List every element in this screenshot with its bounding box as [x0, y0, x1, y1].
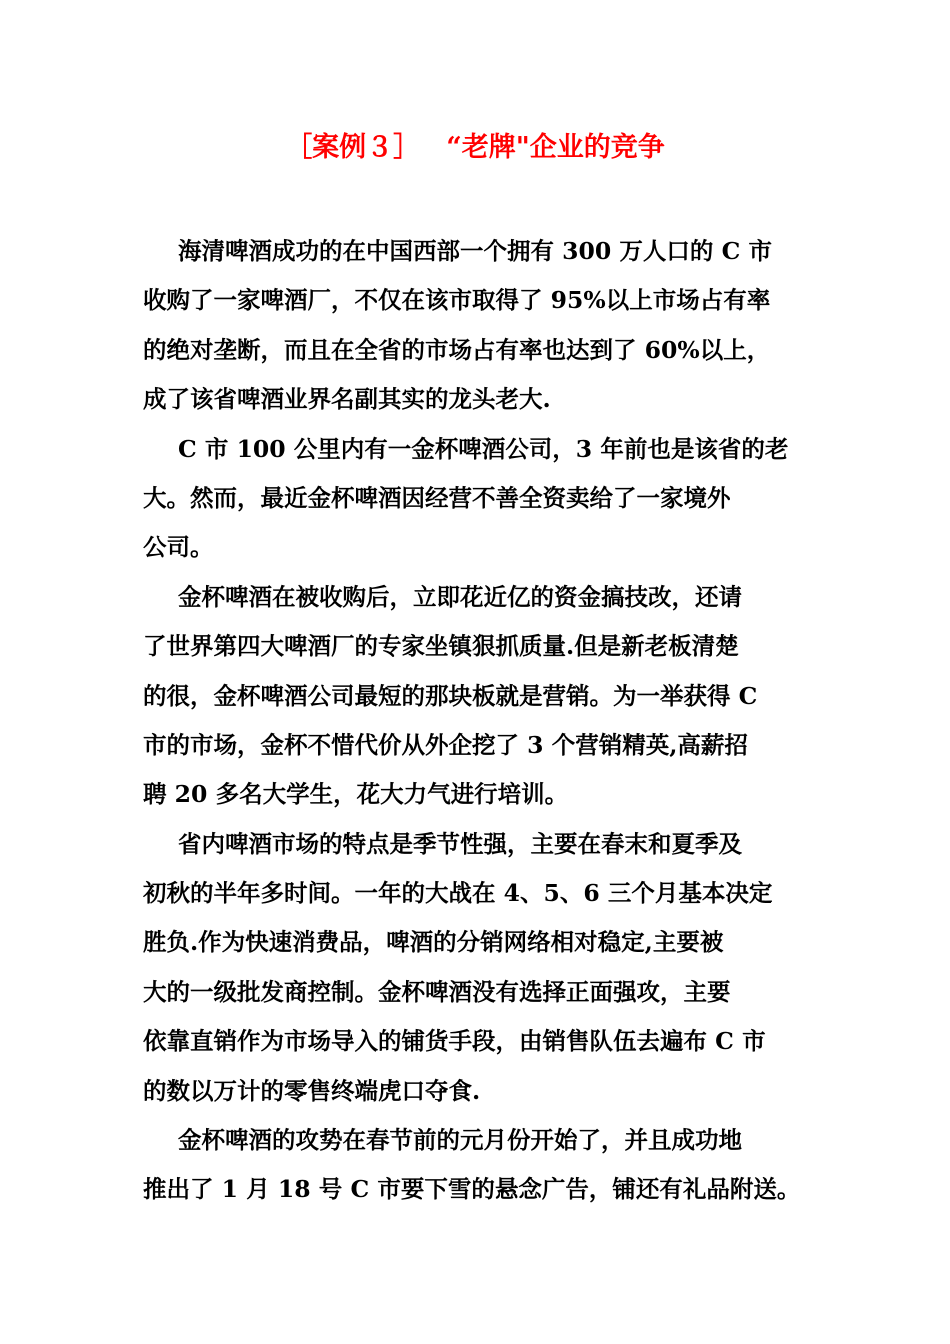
paragraph-line: 公司。 — [143, 533, 214, 562]
paragraph-4 — [143, 820, 815, 1116]
case-body — [143, 227, 815, 1215]
paragraph-line: C 市 100 公里内有一金杯啤酒公司，3 年前也是该省的老 — [178, 434, 789, 463]
paragraph-line: 的绝对垄断，而且在全省的市场占有率也达到了 60%以上， — [143, 335, 771, 364]
paragraph-line: 聘 20 多名大学生，花大力气进行培训。 — [143, 780, 569, 809]
case-title — [0, 128, 950, 168]
paragraph-line: 省内啤酒市场的特点是季节性强，主要在春末和夏季及 — [178, 829, 742, 858]
paragraph-1 — [143, 227, 815, 425]
case-label: ［案例３］ — [285, 132, 421, 163]
paragraph-line: 收购了一家啤酒厂，不仅在该市取得了 95%以上市场占有率 — [143, 286, 771, 315]
paragraph-line: 金杯啤酒在被收购后，立即花近亿的资金搞技改，还请 — [178, 582, 742, 611]
paragraph-line: 大。然而，最近金杯啤酒因经营不善全资卖给了一家境外 — [143, 483, 731, 512]
paragraph-line: 成了该省啤酒业界名副其实的龙头老大. — [143, 385, 551, 414]
paragraph-line: 金杯啤酒的攻势在春节前的元月份开始了，并且成功地 — [178, 1126, 742, 1155]
paragraph-5 — [143, 1116, 815, 1215]
case-title-text: “老牌"企业的竞争 — [446, 132, 665, 163]
paragraph-line: 依靠直销作为市场导入的铺货手段，由销售队伍去遍布 C 市 — [143, 1027, 766, 1056]
paragraph-line: 的数以万计的零售终端虎口夺食. — [143, 1076, 481, 1105]
paragraph-line: 胜负.作为快速消费品，啤酒的分销网络相对稳定,主要被 — [143, 928, 724, 957]
paragraph-line: 市的市场，金杯不惜代价从外企挖了 3 个营销精英,高薪招 — [143, 730, 748, 759]
paragraph-line: 的很，金杯啤酒公司最短的那块板就是营销。为一举获得 C — [143, 681, 758, 710]
paragraph-line: 初秋的半年多时间。一年的大战在 4、5、6 三个月基本决定 — [143, 879, 773, 908]
paragraph-2 — [143, 425, 815, 573]
paragraph-line: 大的一级批发商控制。金杯啤酒没有选择正面强攻，主要 — [143, 977, 731, 1006]
paragraph-line: 海清啤酒成功的在中国西部一个拥有 300 万人口的 C 市 — [178, 237, 772, 265]
paragraph-line: 了世界第四大啤酒厂的专家坐镇狠抓质量.但是新老板清楚 — [143, 632, 739, 661]
paragraph-3 — [143, 573, 815, 820]
paragraph-line: 推出了 1 月 18 号 C 市要下雪的悬念广告，铺还有礼品附送。 — [143, 1175, 801, 1204]
